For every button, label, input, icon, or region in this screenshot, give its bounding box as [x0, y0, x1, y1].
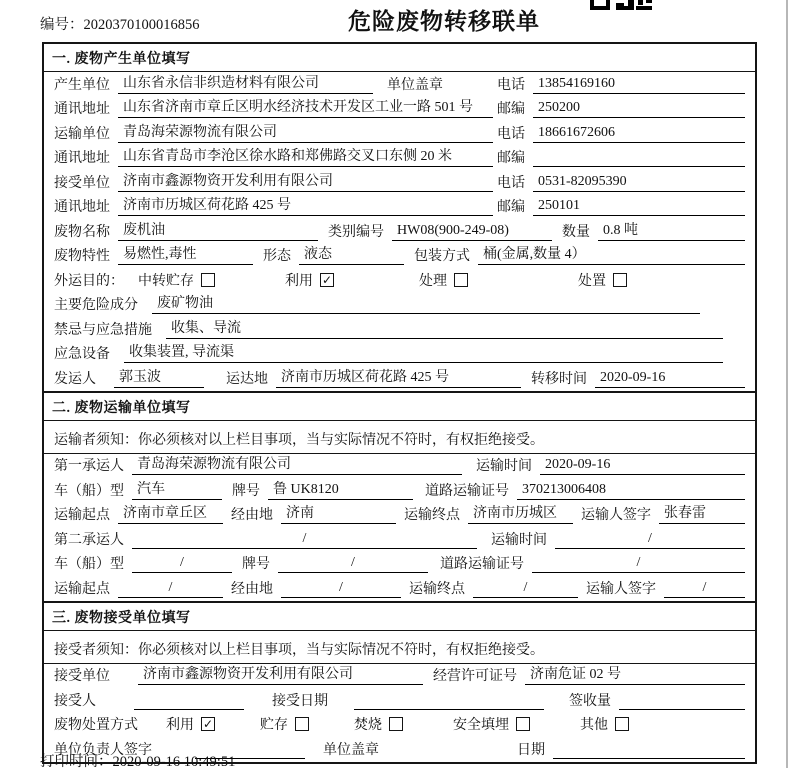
field-label: 接受人	[54, 693, 96, 709]
checkbox-label: 贮存	[260, 718, 288, 733]
field-value: /	[281, 580, 401, 598]
field-label: 运输人签字	[581, 508, 651, 523]
field-value: 2020-09-16	[540, 457, 745, 475]
field-label: 通讯地址	[54, 200, 110, 215]
checkbox-icon	[295, 717, 309, 731]
field-label: 接受单位	[54, 669, 110, 684]
form-row	[44, 219, 755, 244]
checkbox-label: 其他	[580, 718, 608, 733]
form-row	[44, 552, 755, 577]
field-value	[354, 692, 544, 710]
field-label: 通讯地址	[54, 151, 110, 166]
form-row	[44, 317, 755, 342]
form-row	[44, 342, 755, 367]
field-value: /	[664, 580, 745, 598]
field-value: 山东省济南市章丘区明水经济技术开发区工业一路 501 号	[118, 96, 493, 118]
field-label: 转移时间	[531, 371, 587, 387]
document-number-value: 2020370100016856	[83, 17, 200, 33]
checkbox-label: 中转贮存	[138, 273, 194, 289]
checkbox-icon	[389, 717, 403, 731]
field-value: 济南市章丘区	[118, 502, 223, 524]
field-label: 运输单位	[54, 126, 110, 142]
field-value: /	[278, 555, 428, 573]
field-value: 0531-82095390	[533, 174, 745, 192]
checkbox-icon	[516, 717, 530, 731]
field-value	[553, 741, 745, 759]
form-row	[44, 170, 755, 195]
field-label: 类别编号	[328, 224, 384, 240]
checkbox-group	[285, 270, 334, 290]
field-value: 山东省永信非织造材料有限公司	[118, 72, 373, 94]
field-value: 济南市历城区	[468, 502, 573, 524]
field-label: 应急设备	[54, 347, 110, 362]
form-row	[44, 146, 755, 171]
form-row	[44, 121, 755, 146]
field-value: 济南市历城区荷花路 425 号	[118, 194, 493, 216]
field-value: 废矿物油	[152, 292, 700, 314]
document-header	[0, 0, 796, 40]
field-label: 发运人	[54, 371, 96, 387]
field-value: 废机油	[118, 219, 318, 241]
field-label: 运达地	[226, 371, 268, 387]
field-label: 运输终点	[409, 581, 465, 597]
form-row	[44, 503, 755, 528]
field-label: 签收量	[569, 693, 611, 709]
field-label: 废物处置方式	[54, 718, 138, 733]
page-title: 危险废物转移联单	[348, 9, 540, 34]
field-value: /	[473, 580, 578, 598]
field-label: 单位负责人签字	[54, 742, 152, 758]
field-value: /	[132, 555, 232, 573]
field-value: 郭玉波	[114, 366, 204, 388]
field-label: 禁忌与应急措施	[54, 322, 152, 338]
field-label: 牌号	[242, 557, 270, 572]
section-header: 一. 废物产生单位填写	[44, 44, 755, 72]
field-label: 废物特性	[54, 249, 110, 264]
form-row	[44, 664, 755, 689]
checkbox-group	[138, 270, 215, 290]
print-time-value: 2020-09-16 10:49:51	[112, 754, 236, 770]
field-value	[619, 692, 745, 710]
page-edge-line	[786, 0, 788, 768]
field-value: 青岛海荣源物流有限公司	[132, 453, 462, 475]
checkbox-icon	[454, 273, 468, 287]
field-label: 第一承运人	[54, 459, 124, 474]
field-value: 收集装置, 导流渠	[124, 341, 723, 363]
field-value: /	[555, 531, 745, 549]
field-value: /	[132, 531, 477, 549]
field-label: 运输人签字	[586, 581, 656, 597]
form-row	[44, 478, 755, 503]
field-label: 单位盖章	[323, 742, 379, 758]
field-value: HW08(900-249-08)	[392, 223, 552, 241]
field-label: 外运目的：	[54, 273, 124, 289]
field-label: 经由地	[231, 581, 273, 597]
checkbox-icon	[615, 717, 629, 731]
field-value	[134, 692, 244, 710]
checkbox-label: 焚烧	[354, 718, 382, 733]
field-value: 250200	[533, 100, 745, 118]
document-number-label: 编号：	[40, 17, 84, 33]
form-row	[44, 366, 755, 391]
checkbox-label: 安全填埋	[453, 718, 509, 733]
field-label: 形态	[263, 249, 291, 264]
field-value: 山东省青岛市李沧区徐水路和郑佛路交叉口东侧 20 米	[118, 145, 493, 167]
checkbox-label: 利用	[285, 273, 313, 289]
field-value: 易燃性,毒性	[118, 243, 253, 265]
form-row	[44, 268, 755, 293]
section-header: 三. 废物接受单位填写	[44, 603, 755, 631]
section-note: 运输者须知：你必须核对以上栏目事项，当与实际情况不符时，有权拒绝接受。	[44, 421, 755, 454]
field-label: 运输时间	[476, 459, 532, 474]
section-header: 二. 废物运输单位填写	[44, 393, 755, 421]
form-section	[44, 601, 755, 762]
section-note: 接受者须知：你必须核对以上栏目事项，当与实际情况不符时，有权拒绝接受。	[44, 631, 755, 664]
field-label: 接受单位	[54, 175, 110, 191]
form-row	[44, 527, 755, 552]
print-time-label: 打印时间：	[40, 754, 113, 770]
field-value: 张春雷	[659, 502, 745, 524]
field-label: 邮编	[497, 151, 525, 166]
field-value: 2020-09-16	[595, 370, 745, 388]
field-value: 250101	[533, 198, 745, 216]
field-label: 通讯地址	[54, 102, 110, 117]
checkbox-label: 利用	[166, 718, 194, 733]
field-value: 济南市历城区荷花路 425 号	[276, 366, 521, 388]
field-label: 运输起点	[54, 581, 110, 597]
field-label: 日期	[517, 742, 545, 758]
field-value: 济南危证 02 号	[525, 663, 745, 685]
field-label: 车（船）型	[54, 483, 124, 499]
field-value: 济南	[281, 502, 396, 524]
field-value: 济南市鑫源物资开发利用有限公司	[138, 663, 423, 685]
field-label: 产生单位	[54, 77, 110, 93]
form-row	[44, 72, 755, 97]
field-label: 经营许可证号	[433, 669, 517, 684]
checkbox-icon	[613, 273, 627, 287]
field-label: 数量	[562, 224, 590, 240]
form-row	[44, 97, 755, 122]
form-row	[44, 293, 755, 318]
field-value: 370213006408	[517, 482, 745, 500]
field-value: 13854169160	[533, 76, 745, 94]
field-value: 济南市鑫源物资开发利用有限公司	[118, 170, 493, 192]
field-label: 接受日期	[272, 693, 328, 709]
checkbox-group	[578, 270, 627, 290]
field-label: 电话	[497, 175, 525, 191]
field-value: 汽车	[132, 478, 222, 500]
checkbox-group	[354, 714, 403, 734]
field-label: 运输时间	[491, 532, 547, 548]
field-value: 青岛海荣源物流有限公司	[118, 121, 493, 143]
static-text: 单位盖章	[387, 77, 443, 93]
form-row	[44, 454, 755, 479]
form-row	[44, 244, 755, 269]
field-label: 运输起点	[54, 508, 110, 523]
checkbox-checked-icon: ✓	[202, 717, 214, 731]
field-value: 鲁 UK8120	[268, 478, 413, 500]
checkbox-icon	[201, 273, 215, 287]
form-section	[44, 391, 755, 601]
form-section	[44, 44, 755, 391]
field-label: 道路运输证号	[425, 483, 509, 499]
field-value	[533, 149, 745, 167]
form-row	[44, 576, 755, 601]
field-label: 道路运输证号	[440, 557, 524, 572]
field-label: 第二承运人	[54, 532, 124, 548]
field-label: 主要危险成分	[54, 298, 138, 313]
checkbox-group	[260, 714, 309, 734]
checkbox-group	[419, 270, 468, 290]
field-value: 收集、导流	[166, 317, 723, 339]
field-value: /	[118, 580, 223, 598]
field-label: 邮编	[497, 200, 525, 215]
field-label: 牌号	[232, 483, 260, 499]
form-row	[44, 195, 755, 220]
field-value: /	[532, 555, 745, 573]
checkbox-checked-icon: ✓	[321, 272, 333, 287]
field-label: 电话	[497, 77, 525, 93]
field-value: 液态	[299, 243, 404, 265]
manifest-form-table	[42, 42, 757, 764]
field-label: 经由地	[231, 508, 273, 523]
form-row	[44, 688, 755, 713]
form-row	[44, 713, 755, 738]
checkbox-group	[580, 714, 629, 734]
field-label: 包装方式	[414, 249, 470, 264]
checkbox-label: 处理	[419, 273, 447, 289]
field-label: 废物名称	[54, 224, 110, 240]
checkbox-label: 处置	[578, 273, 606, 289]
field-label: 电话	[497, 126, 525, 142]
field-label: 邮编	[497, 102, 525, 117]
field-label: 车（船）型	[54, 557, 124, 572]
checkbox-group	[166, 714, 215, 734]
checkbox-group	[453, 714, 530, 734]
field-value: 桶(金属,数量 4）	[478, 243, 745, 265]
field-value: 0.8 吨	[598, 219, 745, 241]
field-label: 运输终点	[404, 508, 460, 523]
field-value: 18661672606	[533, 125, 745, 143]
